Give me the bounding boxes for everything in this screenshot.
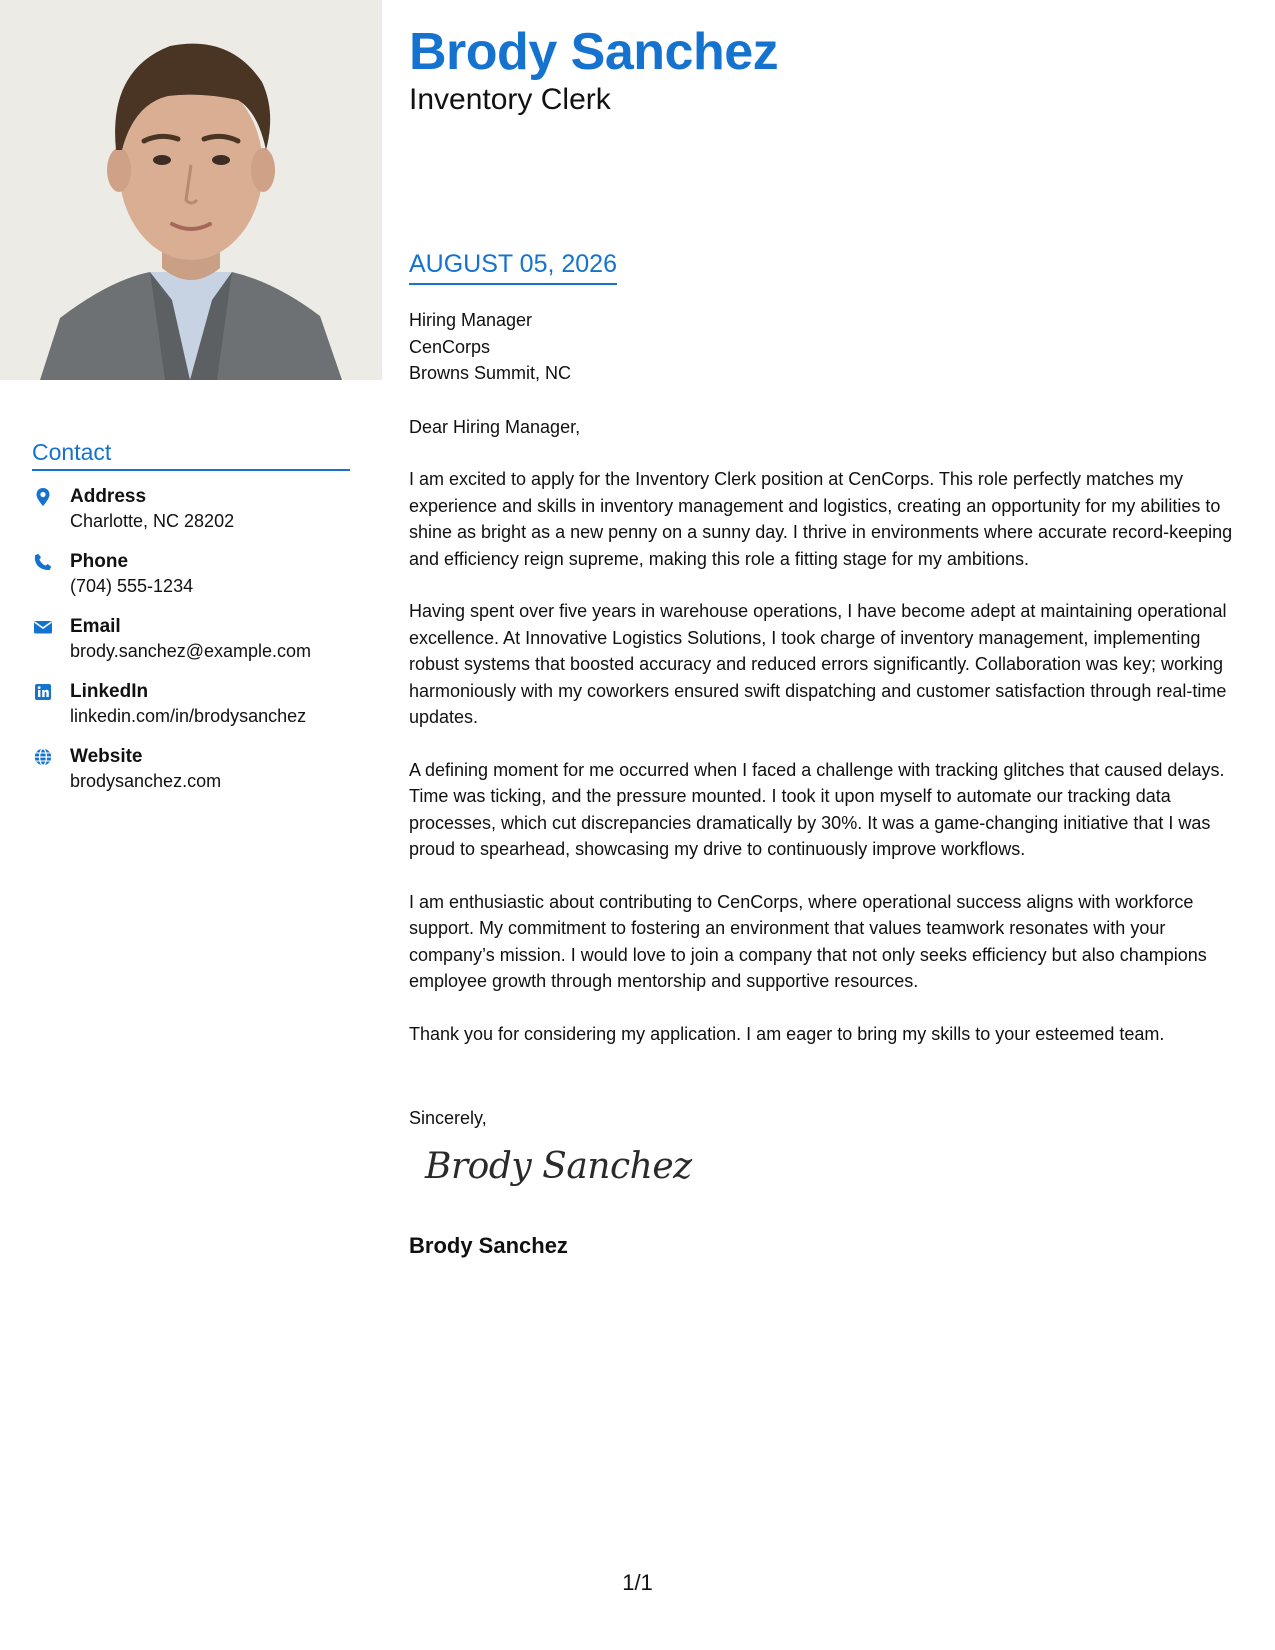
contact-label: Email xyxy=(70,616,121,637)
letter-paragraph: A defining moment for me occurred when I faced a challenge with tracking glitches that caused delays. Time was ticking, and the pressure mounted. I took it upon myself to automate our tracking data processes, which cut discrepancies dramatically by 30%. It was a game-changing initiative that I was proud to spearhead, showcasing my drive to continuously improve workflows. xyxy=(409,759,1225,859)
recipient-line: CenCorps xyxy=(409,336,491,357)
signature-image: Brody Sanchez xyxy=(425,1145,692,1187)
letter-paragraph: Thank you for considering my application. I am eager to bring my skills to your esteemed team. xyxy=(409,1023,1165,1044)
recipient-line: Browns Summit, NC xyxy=(409,363,572,383)
letter-paragraph: Having spent over five years in warehouse operations, I have become adept at maintaining operational excellence. At Innovative Logistics Solutions, I took charge of inventory management, implementing robust systems that boosted accuracy and reduced errors significantly. Collaboration was key; working harmoniously with my coworkers ensured swift dispatching and customer satisfaction through real-time updates. xyxy=(409,601,1227,727)
linkedin-value[interactable]: linkedin.com/in/brodysanchez xyxy=(70,706,307,726)
letter-body xyxy=(409,307,1254,1260)
contact-label: Phone xyxy=(70,551,129,572)
page-number: 1/1 xyxy=(622,1570,653,1595)
salutation: Dear Hiring Manager, xyxy=(409,416,581,437)
linkedin-icon xyxy=(33,682,53,702)
header xyxy=(409,22,1254,118)
contact-item-email xyxy=(32,614,350,664)
contact-heading: Contact xyxy=(32,437,350,471)
contact-item-linkedin xyxy=(32,679,350,729)
address-value: Charlotte, NC 28202 xyxy=(70,511,235,531)
contact-item-address xyxy=(32,484,350,534)
recipient-line: Hiring Manager xyxy=(409,310,533,330)
profile-photo xyxy=(0,0,382,380)
phone-icon xyxy=(33,552,53,572)
website-value[interactable]: brodysanchez.com xyxy=(70,771,222,791)
globe-icon xyxy=(33,747,53,767)
location-pin-icon xyxy=(33,487,53,507)
contact-label: Address xyxy=(70,486,147,507)
contact-section xyxy=(32,437,350,794)
contact-label: Website xyxy=(70,746,143,767)
portrait-image xyxy=(0,0,382,380)
envelope-icon xyxy=(33,617,53,637)
job-title: Inventory Clerk xyxy=(409,83,611,116)
contact-item-phone xyxy=(32,549,350,599)
signed-name: Brody Sanchez xyxy=(409,1232,568,1258)
contact-label: LinkedIn xyxy=(70,681,149,702)
email-value[interactable]: brody.sanchez@example.com xyxy=(70,641,312,661)
letter-paragraph: I am excited to apply for the Inventory Clerk position at CenCorps. This role perfectly matches my experience and skills in inventory management and logistics, creating an opportunity for my abilities to shine as bright as a new penny on a sunny day. I thrive in environments where accurate record-keeping and efficiency reign supreme, making this role a fitting stage for my ambitions. xyxy=(409,469,1233,569)
letter-paragraph: I am enthusiastic about contributing to CenCorps, where operational success aligns with workforce support. My commitment to fostering an environment that values teamwork resonates with your company’s mission. I would love to join a company that not only seeks efficiency but also champions employee growth through mentorship and supportive resources. xyxy=(409,891,1207,991)
closing: Sincerely, xyxy=(409,1108,487,1128)
phone-value[interactable]: (704) 555-1234 xyxy=(70,576,194,596)
letter-date: AUGUST 05, 2026 xyxy=(409,248,617,285)
recipient-block xyxy=(409,307,1254,387)
contact-item-website xyxy=(32,744,350,794)
applicant-name: Brody Sanchez xyxy=(409,23,779,81)
